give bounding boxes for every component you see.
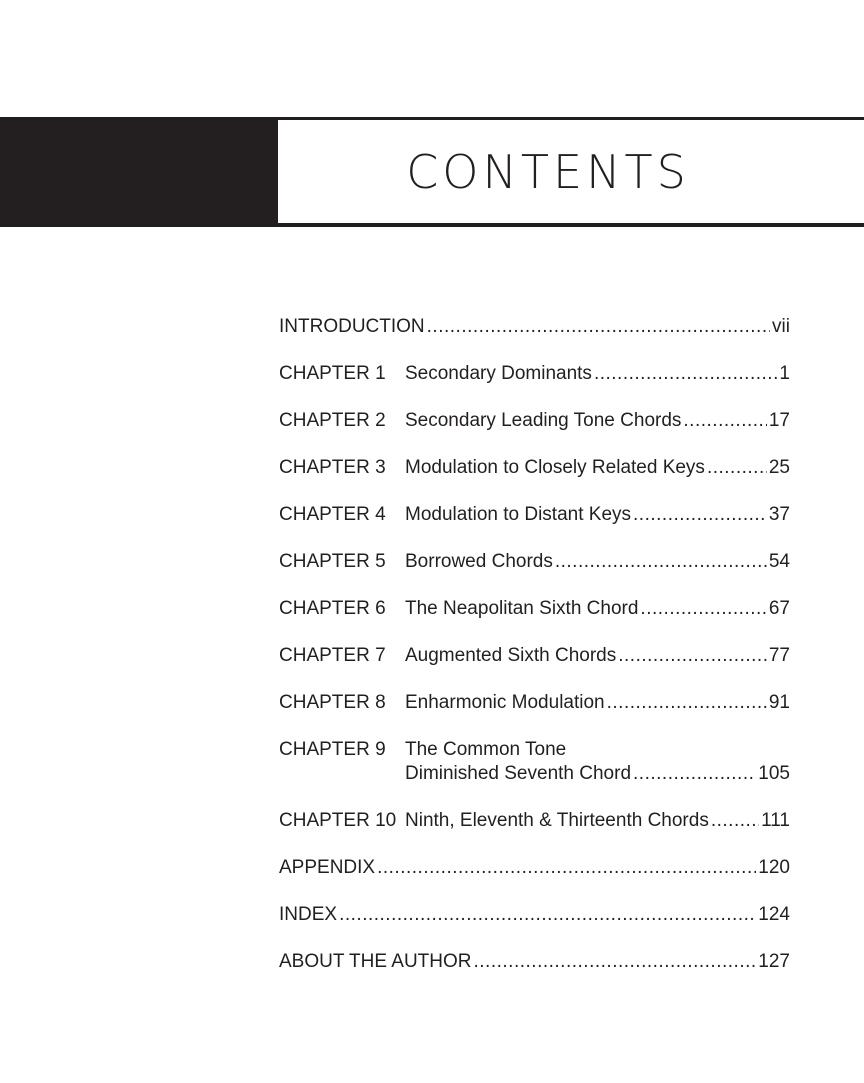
toc-page-number: 120 <box>758 857 790 878</box>
toc-page-number: 37 <box>768 504 790 525</box>
chapter-label: CHAPTER 5 <box>279 551 386 572</box>
toc-page-number: 127 <box>758 951 790 972</box>
toc-entry-chapter-7[interactable] <box>279 644 790 668</box>
chapter-label: CHAPTER 9 <box>279 739 386 760</box>
chapter-label: CHAPTER 7 <box>279 645 386 666</box>
dot-leader <box>640 597 766 621</box>
header-bottom-rule <box>278 223 864 227</box>
toc-entry-chapter-5[interactable] <box>279 550 790 574</box>
chapter-title-continued: Diminished Seventh Chord <box>405 763 632 784</box>
dot-leader <box>339 903 756 927</box>
contents-header <box>0 117 864 227</box>
chapter-label: CHAPTER 2 <box>279 410 386 431</box>
toc-page-number: 124 <box>758 904 790 925</box>
chapter-label: CHAPTER 4 <box>279 504 386 525</box>
toc-entry-chapter-10[interactable] <box>279 809 790 833</box>
toc-page-number: 91 <box>768 692 790 713</box>
chapter-title: The Common Tone <box>405 739 567 760</box>
dot-leader <box>377 856 756 880</box>
header-top-rule <box>278 117 864 120</box>
chapter-title: Secondary Leading Tone Chords <box>405 410 682 431</box>
toc-entry-label: INDEX <box>279 904 338 925</box>
toc-entry-chapter-9[interactable] <box>279 738 790 786</box>
toc-entry-label: INTRODUCTION <box>279 316 425 337</box>
toc-entry-chapter-1[interactable] <box>279 362 790 386</box>
dot-leader <box>427 315 770 339</box>
chapter-label: CHAPTER 6 <box>279 598 386 619</box>
chapter-title: Borrowed Chords <box>405 551 553 572</box>
chapter-title: Modulation to Closely Related Keys <box>405 457 705 478</box>
chapter-title: Secondary Dominants <box>405 363 592 384</box>
header-dark-block <box>0 117 278 227</box>
toc-page-number: 67 <box>768 598 790 619</box>
chapter-title: Enharmonic Modulation <box>405 692 605 713</box>
chapter-label: CHAPTER 10 <box>279 810 397 831</box>
toc-entry-index[interactable] <box>279 903 790 927</box>
toc-page-number: 25 <box>768 457 790 478</box>
toc-page-number: 105 <box>758 763 790 784</box>
chapter-title: Augmented Sixth Chords <box>405 645 617 666</box>
dot-leader <box>594 362 777 386</box>
dot-leader <box>618 644 767 668</box>
toc-page-number: 54 <box>768 551 790 572</box>
dot-leader <box>711 809 759 833</box>
toc-entry-introduction[interactable] <box>279 315 790 339</box>
dot-leader <box>633 503 767 527</box>
dot-leader <box>633 762 756 786</box>
chapter-label: CHAPTER 1 <box>279 363 386 384</box>
chapter-label: CHAPTER 8 <box>279 692 386 713</box>
toc-entry-appendix[interactable] <box>279 856 790 880</box>
dot-leader <box>707 456 767 480</box>
toc-page-number: 111 <box>761 810 790 831</box>
toc-entry-chapter-4[interactable] <box>279 503 790 527</box>
toc-entry-chapter-3[interactable] <box>279 456 790 480</box>
toc-entry-chapter-6[interactable] <box>279 597 790 621</box>
chapter-title: Modulation to Distant Keys <box>405 504 632 525</box>
toc-entry-label: ABOUT THE AUTHOR <box>279 951 472 972</box>
chapter-label: CHAPTER 3 <box>279 457 386 478</box>
chapter-title: Ninth, Eleventh & Thirteenth Chords <box>405 810 709 831</box>
toc-entry-about-the-author[interactable] <box>279 950 790 974</box>
toc-entry-chapter-2[interactable] <box>279 409 790 433</box>
toc-page-number: 17 <box>768 410 790 431</box>
toc-entry-chapter-8[interactable] <box>279 691 790 715</box>
toc-entry-label: APPENDIX <box>279 857 376 878</box>
toc-page-number: 77 <box>768 645 790 666</box>
chapter-title: The Neapolitan Sixth Chord <box>405 598 639 619</box>
dot-leader <box>474 950 757 974</box>
dot-leader <box>555 550 767 574</box>
dot-leader <box>607 691 767 715</box>
page-title: CONTENTS <box>406 145 690 199</box>
dot-leader <box>683 409 766 433</box>
toc-page-number: vii <box>772 316 790 337</box>
toc-page-number: 1 <box>779 363 790 384</box>
